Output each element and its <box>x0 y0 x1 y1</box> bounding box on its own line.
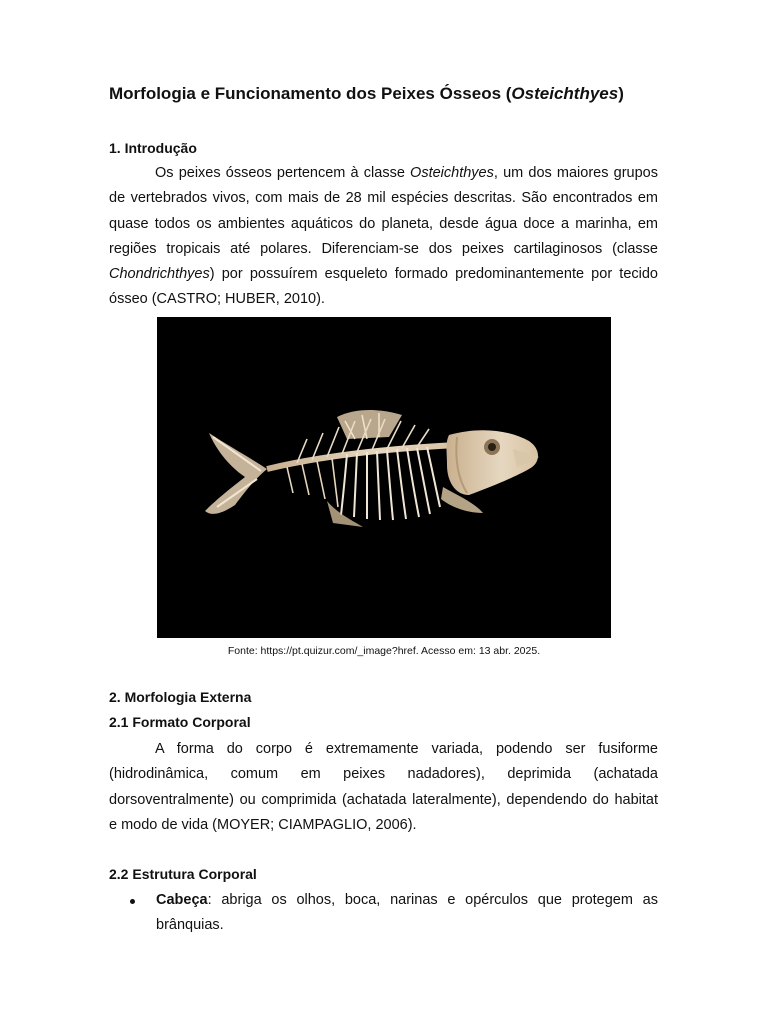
intro-paragraph: Os peixes ósseos pertencem à classe Osteichthyes, um dos maiores grupos de vertebrados vivos, com mais de 28 mil espécies descritas. São encontrados em quase todos os ambientes aquáticos do planeta, desde água doce a marinha, em regiões tropicais até polares. Diferenciam-se dos peixes cartilaginosos (classe Chondrichthyes) por possuírem esqueleto formado predominantemente por tecido ósseo (CASTRO; HUBER, 2010). <box>109 165 658 308</box>
document-title: Morfologia e Funcionamento dos Peixes Ósseos (Osteichthyes) <box>109 84 624 103</box>
figure-caption: Fonte: https://pt.quizur.com/_image?href. Acesso em: 13 abr. 2025. <box>227 645 541 657</box>
formato-corporal-paragraph: A forma do corpo é extremamente variada, podendo ser fusiforme (hidrodinâmica, comum em peixes nadadores), deprimida (achatada dorsoventralmente) ou comprimida (achatada lateralmente), dependendo do habitat e modo de vida (MOYER; CIAMPAGLIO, 2006). <box>109 741 658 833</box>
fish-skeleton-illustration <box>157 317 611 638</box>
section-heading-morfologia-externa: 2. Morfologia Externa <box>109 689 252 705</box>
estrutura-corporal-list <box>109 888 658 939</box>
subsection-heading-formato-corporal: 2.1 Formato Corporal <box>109 714 251 730</box>
bullet-icon <box>130 899 135 904</box>
fish-skeleton-image <box>157 317 611 638</box>
subsection-heading-estrutura-corporal: 2.2 Estrutura Corporal <box>109 866 257 882</box>
title-italic-term: Osteichthyes <box>511 84 619 103</box>
list-item <box>109 888 658 939</box>
section-heading-introducao: 1. Introdução <box>109 140 197 156</box>
list-item-text: : abriga os olhos, boca, narinas e opérculos que protegem as brânquias. <box>156 892 658 934</box>
list-item-term: Cabeça <box>156 892 208 908</box>
